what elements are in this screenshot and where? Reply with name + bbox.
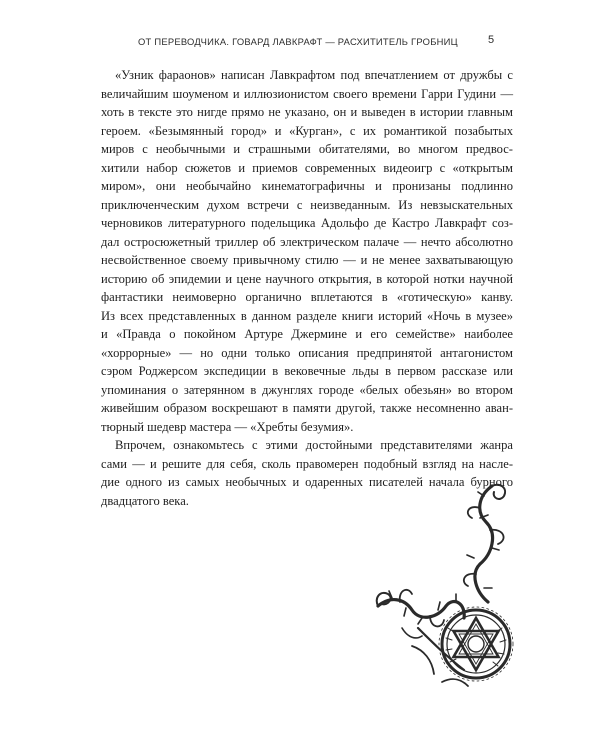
body-text xyxy=(101,66,513,510)
text-line: миром», они необычайно кинематографичны и пронизаны подлинно xyxy=(101,179,513,193)
text-line: сами — и решите для себя, сколь правомерен подобный взгляд на насле- xyxy=(101,456,513,471)
text-line: черновиков литературного подельщика Адольфо де Кастро Лавкрафт соз- xyxy=(101,216,513,230)
text-line: приключенческим духом встречи с неизведанным. Из невзыскательных xyxy=(101,197,513,212)
page-number: 5 xyxy=(488,34,495,46)
text-line: фантастики неимоверно органично вплетаются в «готическую» канву. xyxy=(101,290,513,304)
text-line: несвойственное своему привычному стилю — и не менее захватывающую xyxy=(101,253,513,267)
text-line: живейшим образом воскрешают в памяти другой, также несомненно аван- xyxy=(101,401,513,415)
text-line: историю об эпидемии и цене научного открытия, в которой нотки научной xyxy=(101,271,513,286)
text-line: Из всех представленных в данном разделе книги историй «Ночь в музее» xyxy=(101,308,513,323)
text-line: «Узник фараонов» написан Лавкрафтом под впечатлением от дружбы с xyxy=(115,68,513,82)
text-line: тюрный шедевр мастера — «Хребты безумия». xyxy=(101,419,354,434)
running-title: ОТ ПЕРЕВОДЧИКА. ГОВАРД ЛАВКРАФТ — РАСХИТИТЕЛЬ ГРОБНИЦ xyxy=(138,36,458,47)
text-line: Впрочем, ознакомьтесь с этими достойными представителями жанра xyxy=(115,438,513,452)
paragraph-1 xyxy=(101,66,513,436)
text-line: миров с необычными и страшными обитателями, во многом предвос- xyxy=(101,142,513,156)
text-line: дал остросюжетный триллер об электрическом палаче — нечто абсолютно xyxy=(101,234,513,249)
text-line: и «Правда о покойном Артуре Джермине и его семействе» наиболее xyxy=(101,327,513,341)
text-line: упоминания о затерянном в джунглях городе «белых обезьян» во втором xyxy=(101,382,513,397)
text-line: «хоррорные» — но одни только описания предпринятой антагонистом xyxy=(101,345,513,360)
text-line: двадцатого века. xyxy=(101,493,189,508)
text-line: сэром Роджерсом экспедиции в вековечные льды в первом рассказе или xyxy=(101,364,513,378)
text-line: дие одного из самых необычных и одаренных писателей начала бурного xyxy=(101,475,513,489)
text-line: героем. «Безымянный город» и «Курган», с их романтикой позабытых xyxy=(101,123,513,138)
text-line: хоть в тексте это нигде прямо не указано, он и выведен в истории главным xyxy=(101,105,513,119)
hexagram-ornament-icon xyxy=(372,478,518,690)
text-line: величайшим шоуменом и иллюзионистом своего времени Гарри Гудини — xyxy=(101,86,513,101)
text-line: хитили набор сюжетов и приемов современных видеоигр с «открытым xyxy=(101,160,513,175)
